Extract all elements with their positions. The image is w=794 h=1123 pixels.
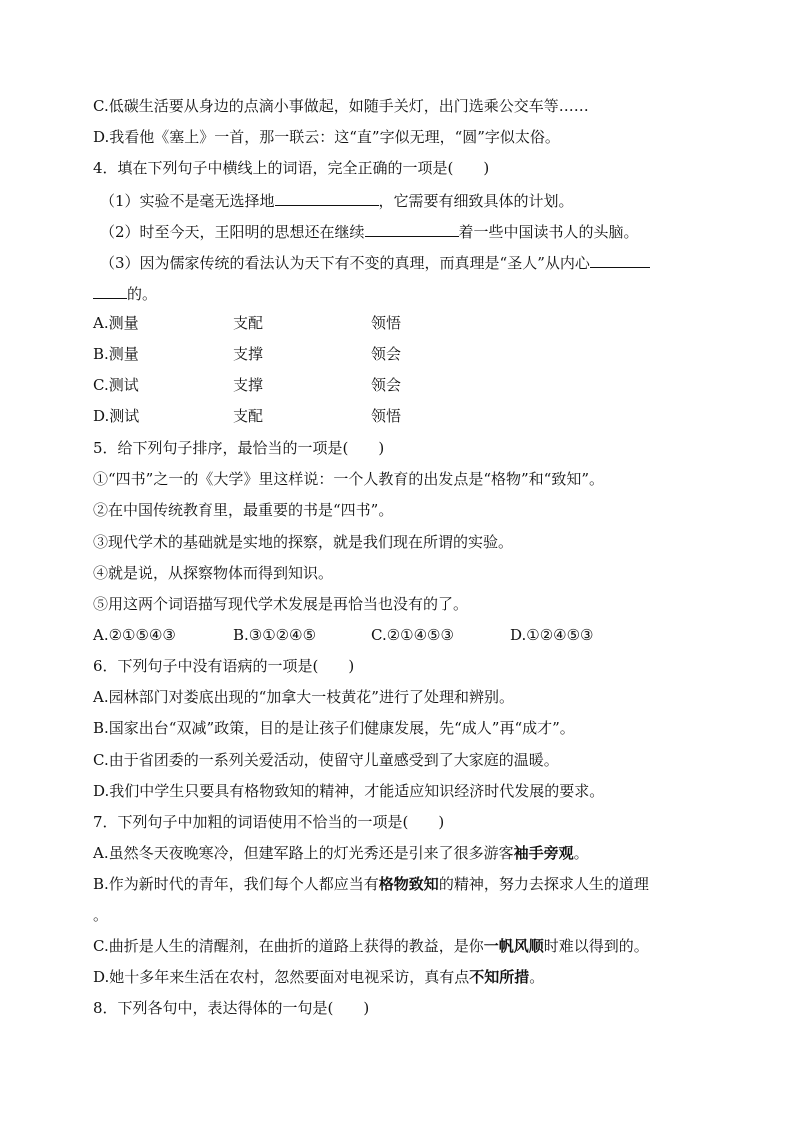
q7b-tail: 的精神，努力去探求人生的道理 xyxy=(438,875,649,893)
q5-sentence-5: ⑤用这两个词语描写现代学术发展是再恰当也没有的了。 xyxy=(93,595,469,613)
q5-option: C.②①④⑤③ xyxy=(371,626,454,644)
q7a-bold-phrase: 袖手旁观 xyxy=(513,844,574,862)
q4-s2-post: 着一些中国读书人的头脑。 xyxy=(458,223,639,241)
q4-sentence-3-cont xyxy=(93,282,157,304)
q4-option-word3: 领会 xyxy=(371,376,402,394)
q4-option-word2: 支配 xyxy=(233,407,264,425)
q4-s1-post: ，它需要有细致具体的计划。 xyxy=(378,192,574,210)
fill-blank xyxy=(275,189,379,206)
q7a-tail: 。 xyxy=(573,844,589,862)
q7c-tail: 时难以得到的。 xyxy=(543,937,649,955)
q7b-text: B.作为新时代的青年，我们每个人都应当有 xyxy=(93,875,379,893)
q7-option-c xyxy=(93,936,649,956)
q4-option-word3: 领悟 xyxy=(371,314,402,332)
q5-sentence-1: ①“四书”之一的《大学》里这样说：一个人教育的出发点是“格物”和“致知”。 xyxy=(93,470,605,488)
q4-s3-text: （3）因为儒家传统的看法认为天下有不变的真理，而真理是“圣人”从内心 xyxy=(100,254,590,272)
q4-s3-end: 的。 xyxy=(127,285,158,303)
q5-sentence-4: ④就是说，从探察物体而得到知识。 xyxy=(93,564,334,582)
q4-option-label: D.测试 xyxy=(93,407,140,425)
question-8: 8．下列各句中，表达得体的一句是( ) xyxy=(93,999,370,1017)
q7d-text: D.她十多年来生活在农村，忽然要面对电视采访，真有点 xyxy=(93,968,470,986)
q7-option-d xyxy=(93,967,544,987)
q5-sentence-3: ③现代学术的基础就是实地的探察，就是我们现在所谓的实验。 xyxy=(93,533,514,551)
q3-option-d: D.我看他《塞上》一首，那一联云：这“直”字似无理，“圆”字似太俗。 xyxy=(93,128,560,146)
q4-s2-pre: （2）时至今天，王阳明的思想还在继续 xyxy=(100,223,365,241)
q7c-text: C.曲折是人生的清醒剂，在曲折的道路上获得的教益，是你 xyxy=(93,937,484,955)
q4-sentence-1 xyxy=(100,189,574,211)
fill-blank xyxy=(93,282,127,299)
q5-option: B.③①②④⑤ xyxy=(233,626,317,644)
fill-blank xyxy=(590,251,650,268)
q4-option-word3: 领悟 xyxy=(371,407,402,425)
q4-sentence-2 xyxy=(100,220,639,242)
q5-sentence-2: ②在中国传统教育里，最重要的书是“四书”。 xyxy=(93,501,394,519)
q6-option-d: D.我们中学生只要具有格物致知的精神，才能适应知识经济时代发展的要求。 xyxy=(93,782,605,800)
q4-option-label: C.测试 xyxy=(93,376,139,394)
q4-option-word2: 支撑 xyxy=(233,345,264,363)
q7d-tail: 。 xyxy=(529,968,545,986)
q7b-bold-phrase: 格物致知 xyxy=(378,875,439,893)
q4-s1-pre: （1）实验不是毫无选择地 xyxy=(100,192,275,210)
question-6: 6．下列句子中没有语病的一项是( ) xyxy=(93,657,355,675)
q4-option-label: A.测量 xyxy=(93,314,139,332)
q5-option: D.①②④⑤③ xyxy=(510,626,594,644)
q7a-text: A.虽然冬天夜晚寒冷，但建军路上的灯光秀还是引来了很多游客 xyxy=(93,844,514,862)
question-7: 7．下列句子中加粗的词语使用不恰当的一项是( ) xyxy=(93,813,445,831)
q4-option-word3: 领会 xyxy=(371,345,402,363)
q4-sentence-3 xyxy=(100,251,650,273)
q7-option-b xyxy=(93,874,649,894)
q7c-bold-phrase: 一帆风顺 xyxy=(483,937,544,955)
q7-option-b-end: 。 xyxy=(93,906,109,924)
q5-option: A.②①⑤④③ xyxy=(93,626,176,644)
q4-option-word2: 支撑 xyxy=(233,376,264,394)
q7-option-a xyxy=(93,843,589,863)
question-5: 5．给下列句子排序，最恰当的一项是( ) xyxy=(93,439,385,457)
q6-option-b: B.国家出台“双减”政策，目的是让孩子们健康发展，先“成人”再“成才”。 xyxy=(93,719,575,737)
question-4: 4．填在下列句子中横线上的词语，完全正确的一项是( ) xyxy=(93,159,490,177)
q7d-bold-phrase: 不知所措 xyxy=(469,968,530,986)
q6-option-c: C.由于省团委的一系列关爱活动，使留守儿童感受到了大家庭的温暖。 xyxy=(93,751,559,769)
fill-blank xyxy=(365,220,459,237)
q4-option-label: B.测量 xyxy=(93,345,139,363)
q3-option-c: C.低碳生活要从身边的点滴小事做起，如随手关灯，出门选乘公交车等…… xyxy=(93,97,589,115)
q6-option-a: A.园林部门对娄底出现的“加拿大一枝黄花”进行了处理和辨别。 xyxy=(93,688,514,706)
q4-option-word2: 支配 xyxy=(233,314,264,332)
